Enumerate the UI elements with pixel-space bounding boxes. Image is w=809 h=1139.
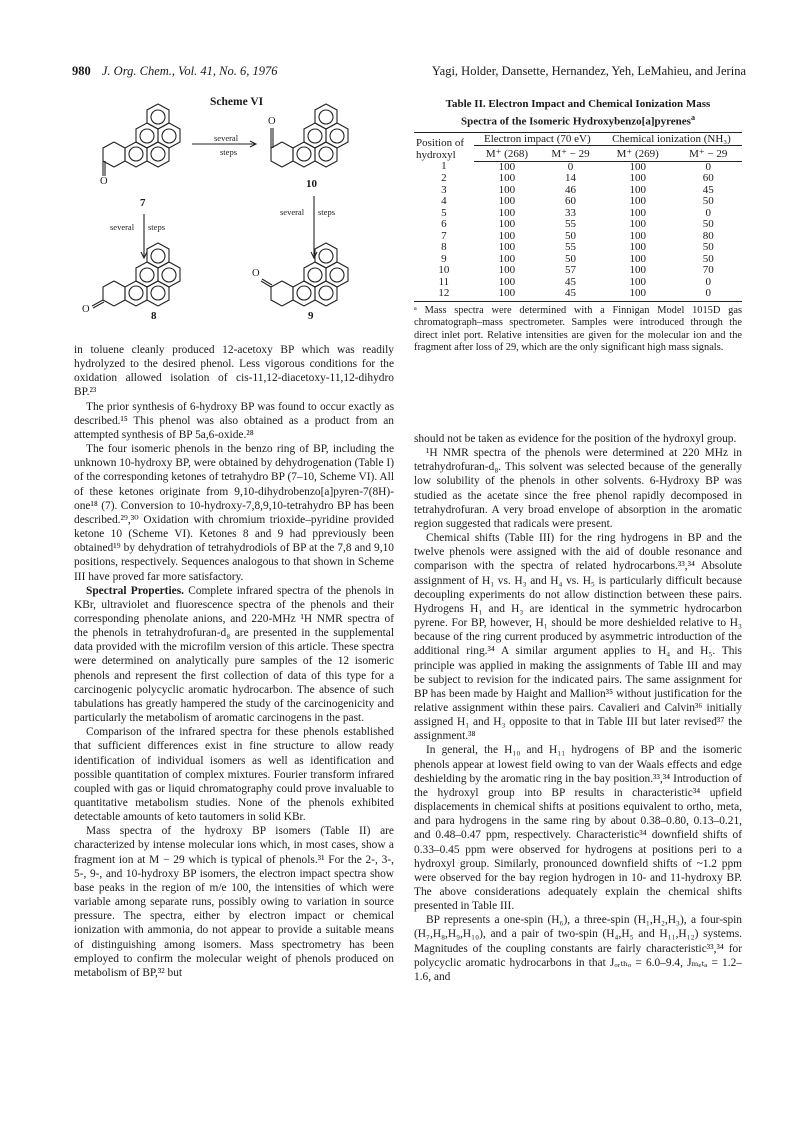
paragraph: Mass spectra of the hydroxy BP isomers (Table II) are characterized by intense molecular ions which, in most cases, show a fragment ion at M − 29 which is typical of phenols.³¹ For the 2-, 3-, 5-, 9-, and 10-hydroxy BP isomers, the electron impact spectra show base peaks in the region of m/e 100, the intensities of which were variable among separate runs, possibly owing to variation in source pressure. The spectra, either by electron impact or chemical ionization with ammonia, do not appear to provide a suitable means of distinguishing among isomers. Mass spectrometry has been employed to confirm the molecular weight of phenols produced on metabolism of BP,³² but	[74, 825, 394, 979]
table-cell-value: 100	[498, 160, 516, 173]
section-heading: Spectral Properties.	[86, 584, 184, 597]
table-cell-value: 100	[629, 229, 646, 242]
position-header: Position of hydroxyl	[414, 132, 474, 161]
arrow-7-to-8	[141, 214, 147, 258]
column-header: M⁺ − 29	[675, 145, 743, 161]
table-cell-value: 100	[498, 241, 516, 254]
table-cell-value: 50	[702, 218, 714, 231]
table-cell-value: 55	[564, 241, 576, 254]
table-cell-value: 57	[564, 264, 576, 277]
arrow-label-steps-1: steps	[220, 147, 237, 157]
table-cell-value: 100	[629, 183, 646, 196]
table-body	[414, 161, 742, 301]
table-cell-value: 100	[498, 252, 516, 265]
table-ii	[414, 98, 742, 355]
table-cell-position: 12	[414, 288, 474, 301]
table-row	[414, 288, 742, 301]
arrow-label-several-2: several	[110, 222, 135, 232]
table-cell-position: 10	[438, 264, 450, 277]
table-cell-value: 100	[629, 275, 646, 288]
running-header	[72, 64, 746, 82]
table-cell-value: 100	[498, 264, 516, 277]
paragraph-spectral-properties	[74, 584, 394, 726]
compound-label-8: 8	[151, 310, 157, 322]
compound-label-9: 9	[308, 310, 314, 322]
table-cell-value: 100	[629, 264, 646, 277]
table-cell-value: 100	[629, 160, 646, 173]
table-cell-position: 1	[441, 160, 447, 173]
table-cell-value: 100	[498, 275, 516, 288]
table-cell-value: 100	[474, 288, 540, 301]
header-authors: Yagi, Holder, Dansette, Hernandez, Yeh, LeMahieu, and Jerina	[431, 64, 746, 78]
table-cell-position: 5	[441, 206, 447, 219]
table-title-text: Spectra of the Isomeric Hydroxybenzo[a]pyrenes	[461, 115, 691, 128]
table-cell-value: 45	[540, 288, 601, 301]
table-row	[414, 219, 742, 231]
table-cell-value: 100	[498, 183, 516, 196]
table-cell-value: 100	[498, 218, 516, 231]
table-row	[414, 254, 742, 266]
paragraph-text: Complete infrared spectra of the phenols in KBr, ultraviolet and fluorescence spectra of the phenols and their corresponding phenolate anions, and 220-MHz ¹H NMR spectra of the phenols in tetrahydrofuran-d₈ are presented in the supplemental data provided with the microfilm version of this article. These spectra were determined on analytically pure samples of the 12 isomeric phenols and represent the first collection of data of this type for a carcinogenic polycyclic aromatic hydrocarbon. The absence of such tabulations has greatly hampered the study of the carcinogenicity and particularly the metabolism of aromatic carcinogens in the past.	[74, 584, 394, 725]
group-header-chemical-ionization: Chemical ionization (NH₃)	[601, 132, 742, 145]
table-title	[414, 98, 742, 129]
table-cell-value: 33	[564, 206, 576, 219]
page-number: 980	[72, 64, 91, 78]
oxygen-label-7: O	[100, 176, 108, 187]
table-row	[414, 196, 742, 208]
table-cell-value: 100	[498, 206, 516, 219]
table-title-line-2	[414, 111, 742, 129]
compound-label-7: 7	[140, 197, 146, 209]
scheme-structures	[74, 96, 404, 336]
header-left	[72, 64, 277, 79]
arrow-label-steps-3: steps	[318, 207, 335, 217]
table-cell-value: 100	[629, 241, 646, 254]
table-cell-value: 50	[702, 252, 714, 265]
compound-8-structure	[92, 243, 180, 308]
table-cell-position: 3	[441, 183, 447, 196]
table-row	[414, 265, 742, 277]
table-cell-value: 100	[629, 206, 646, 219]
table-cell-value: 0	[567, 160, 574, 173]
scheme-vi	[74, 96, 404, 336]
table-row	[414, 277, 742, 289]
compound-7-structure	[103, 104, 180, 176]
table-cell-position: 4	[441, 195, 447, 208]
oxygen-label-10: O	[268, 116, 276, 127]
table-cell-value: 70	[702, 264, 714, 277]
paragraph: Chemical shifts (Table III) for the ring hydrogens in BP and the twelve phenols were assigned with the aid of double resonance and comparison with the spectra of related hydrocarbons.³³,³⁴ Absolute assignment of H₁ vs. H₃ and H₄ vs. H₅ is particularly difficult because decoupling experiments do not allow distinction between these pairs. Hydrogens H₁ and H₃ are identical in the symmetric hydrocarbon pyrene. For BP, however, H₁ should be more deshielded relative to H₃ because of the ring current produced by asymmetric introduction of the additional ring.³⁴ A similar argument applies to H₄ and H₅. This principle was applied in making the assignments of Table III and may be subject to revision for the indicated pairs. The same assignment for BP has been made by Haight and Mallion³⁵ without justification for the relative assignment within these pairs. Cavalieri and Calvin³⁶ initially assigned H₁ and H₃ opposite to that in Table III but later revised³⁷ the assignment.³⁸	[414, 532, 742, 743]
oxygen-label-9: O	[252, 268, 260, 279]
table-cell-value: 0	[675, 288, 743, 301]
table-cell-value: 100	[498, 195, 516, 208]
table-cell-position: 6	[441, 218, 447, 231]
table-cell-value: 45	[564, 275, 576, 288]
compound-9-structure	[261, 243, 348, 306]
table-cell-value: 100	[498, 229, 516, 242]
journal-citation: J. Org. Chem., Vol. 41, No. 6, 1976	[101, 64, 278, 78]
compound-10-structure	[271, 104, 348, 167]
table-cell-value: 100	[629, 172, 646, 185]
table-cell-position: 2	[441, 172, 447, 185]
table-cell-value: 46	[564, 183, 576, 196]
table-cell-value: 50	[702, 195, 714, 208]
table-group-header-row	[414, 132, 742, 145]
paragraph: The prior synthesis of 6-hydroxy BP was found to occur exactly as described.¹⁵ This phenol was also obtained as a product from an attempted synthesis of BP 5a,6-oxide.²⁸	[74, 400, 394, 441]
group-header-electron-impact: Electron impact (70 eV)	[474, 132, 601, 145]
table-row	[414, 208, 742, 220]
paragraph: Comparison of the infrared spectra for these phenols established that sufficient differences exist in fine structure to allow ready identification of individual isomers as well as identification and possible quantitation of complex mixtures. Fourier transform infrared coupled with gas or liquid chromatography could prove invaluable to quantitative metabolism studies. None of the phenols exhibited detectable amounts of keto tautomers in solid KBr.	[74, 726, 394, 824]
table-cell-value: 50	[564, 229, 576, 242]
table-row	[414, 242, 742, 254]
table-cell-value: 55	[564, 218, 576, 231]
table-cell-value: 100	[629, 218, 646, 231]
column-header: M⁺ − 29	[540, 145, 601, 161]
oxygen-label-8: O	[82, 304, 90, 315]
table-cell-value: 80	[702, 229, 714, 242]
scheme-title: Scheme VI	[210, 96, 264, 108]
column-header: M⁺ (269)	[601, 145, 675, 161]
table-cell-value: 0	[705, 160, 711, 173]
paragraph: ¹H NMR spectra of the phenols were determined at 220 MHz in tetrahydrofuran-d₈. This solvent was selected because of the generally low solubility of the phenols in other solvents. 6-Hydroxy BP was studied as the acetate since the free phenol rapidly decomposed in tetrahydrofuran. A very broad envelope of absorption in the aromatic region suggested that radicals were present.	[414, 447, 742, 530]
table-cell-value: 50	[702, 241, 714, 254]
paragraph: should not be taken as evidence for the position of the hydroxyl group.	[414, 433, 737, 445]
mass-spectra-table	[414, 132, 742, 302]
table-title-footnote-mark: a	[690, 113, 695, 122]
table-cell-value: 50	[564, 252, 576, 265]
right-column	[414, 432, 742, 984]
table-cell-value: 100	[629, 195, 646, 208]
left-column	[74, 343, 394, 980]
table-row	[414, 231, 742, 243]
table-cell-value: 100	[629, 252, 646, 265]
table-cell-position: 8	[441, 241, 447, 254]
compound-label-10: 10	[306, 178, 317, 190]
arrow-label-several-3: several	[280, 207, 305, 217]
table-footnote: ᵃ Mass spectra were determined with a Finnigan Model 1015D gas chromatograph–mass spectrometer. Samples were introduced through the direct inlet port. Relative intensities are given for the molecular ion and the fragment after loss of 29, which are the only significant high mass signals.	[414, 304, 742, 354]
column-header: M⁺ (268)	[474, 145, 540, 161]
table-cell-value: 60	[564, 195, 576, 208]
paragraph: BP represents a one-spin (H₆), a three-spin (H₁,H₂,H₃), a four-spin (H₇,H₈,H₉,H₁₀), and a pair of two-spin (H₄,H₅ and H₁₁,H₁₂) systems. Magnitudes of the coupling constants are fairly characteristic³³,³⁴ for polycyclic aromatic hydrocarbons in that Jₒᵣₜₕₒ = 6.0–9.4, Jₘₑₜₐ = 1.2–1.6, and	[414, 914, 742, 983]
table-cell-value: 100	[498, 172, 516, 185]
table-cell-value: 0	[705, 206, 711, 219]
table-row	[414, 185, 742, 197]
paragraph: In general, the H₁₀ and H₁₁ hydrogens of BP and the isomeric phenols appear at lowest field owing to van der Waals effects and edge deshielding by the aromatic ring in the bay position.³³,³⁴ Introduction of the hydroxyl group into BP results in characteristic³⁴ upfield displacements in chemical shifts at positions equivalent to ortho, meta, and para hydrogens in the same ring by about 0.38–0.80, 0.13–0.21, and 0.48–0.47 ppm, respectively. Characteristic³⁴ downfield shifts of 0.33–0.45 ppm were observed for hydrogens at positions peri to a hydroxyl group. Similarly, pronounced downfield shifts of ~1.2 ppm were observed for the bay region hydrogen in 10- and 11-hydroxy BP. The above considerations adequately explain the chemical shifts presented in Table III.	[414, 744, 742, 913]
paragraph: in toluene cleanly produced 12-acetoxy BP which was readily hydrolyzed to the desired phenol. Less vigorous conditions for the oxidation allowed isolation of cis-11,12-diacetoxy-11,12-dihydro BP.²³	[74, 344, 394, 399]
arrow-label-several-1: several	[214, 133, 239, 143]
table-title-line-1: Table II. Electron Impact and Chemical Ionization Mass	[445, 98, 711, 110]
table-row	[414, 173, 742, 185]
table-cell-value: 45	[702, 183, 714, 196]
paragraph: The four isomeric phenols in the benzo ring of BP, including the unknown 10-hydroxy BP, were obtained by dehydrogenation (Table I) of the corresponding ketones of tetrahydro BP (7–10, Scheme VI). All of these ketones originate from 9,10-dihydrobenzo[a]pyren-7(8H)-one¹⁸ (7). Conversion to 10-hydroxy-7,8,9,10-tetrahydro BP has been described.²⁹,³⁰ Oxidation with chromium trioxide–pyridine provided ketone 10 (Scheme VI). Ketones 8 and 9 had ppreviously been obtained¹⁹ by dehydration of tetrahydrodiols of BP at the 7,8 and 9,10 positions, respectively. Sequences analogous to that shown in Scheme III have proved far more satisfactory.	[74, 443, 394, 583]
arrow-label-steps-2: steps	[148, 222, 165, 232]
table-cell-value: 60	[702, 172, 714, 185]
table-cell-position: 9	[441, 252, 447, 265]
table-cell-value: 0	[705, 275, 711, 288]
table-row	[414, 161, 742, 173]
table-cell-position: 11	[438, 275, 450, 288]
table-cell-position: 7	[441, 229, 447, 242]
table-cell-value: 100	[601, 288, 675, 301]
table-cell-value: 14	[564, 172, 576, 185]
